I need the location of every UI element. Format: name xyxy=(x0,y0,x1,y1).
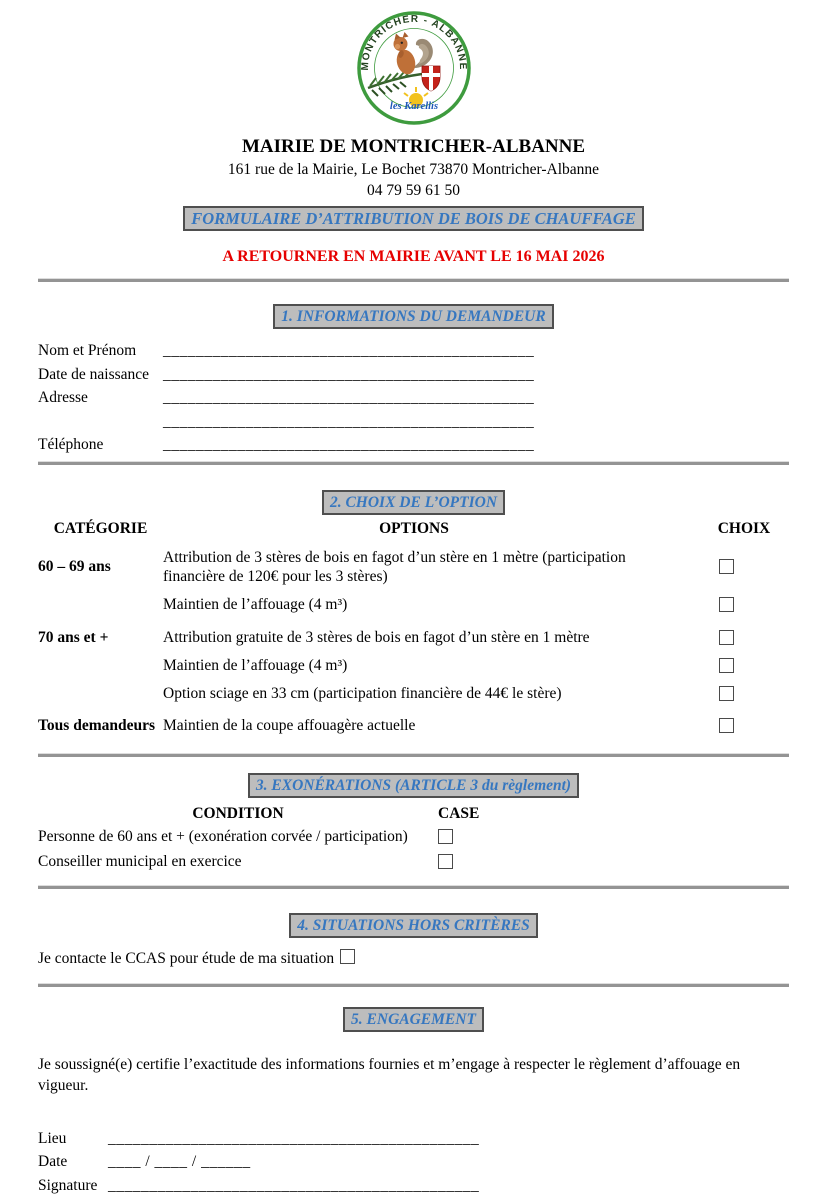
deadline-notice: A RETOURNER EN MAIRIE AVANT LE 16 MAI 2026 xyxy=(38,246,789,268)
municipal-logo-icon xyxy=(356,10,472,126)
org-address: 161 rue de la Mairie, Le Bochet 73870 Montricher-Albanne xyxy=(38,159,789,180)
option-row xyxy=(38,628,789,647)
field-naissance xyxy=(38,363,789,387)
column-header-categorie: CATÉGORIE xyxy=(38,518,163,539)
options-table-header xyxy=(38,518,789,539)
category-label: Tous demandeurs xyxy=(38,716,163,735)
option-label: Maintien de la coupe affouagère actuelle xyxy=(163,716,699,735)
date-input-line[interactable]: ____ / ____ / ______ xyxy=(108,1150,251,1174)
option-label: Maintien de l’affouage (4 m³) xyxy=(163,656,699,675)
exonerations-table-header xyxy=(38,803,789,824)
resort-name: les Karellis xyxy=(389,101,437,112)
field-nom xyxy=(38,339,789,363)
telephone-input-line[interactable]: _____________________________________________ xyxy=(163,433,534,457)
form-title: FORMULAIRE D’ATTRIBUTION DE BOIS DE CHAUFFAGE xyxy=(183,206,644,231)
engagement-statement: Je soussigné(e) certifie l’exactitude des informations fournies et m’engage à respecter le règlement d’affouage en vigueur. xyxy=(38,1054,789,1097)
divider xyxy=(38,984,789,987)
checkbox-option-6[interactable] xyxy=(719,718,734,733)
checkbox-option-3[interactable] xyxy=(719,630,734,645)
adresse-input-line[interactable]: _____________________________________________ xyxy=(163,386,534,410)
column-header-case: CASE xyxy=(438,803,498,824)
field-label-lieu: Lieu xyxy=(38,1127,108,1151)
section2-title: 2. CHOIX DE L’OPTION xyxy=(322,490,505,515)
checkbox-option-5[interactable] xyxy=(719,686,734,701)
divider xyxy=(38,279,789,282)
divider xyxy=(38,754,789,757)
section3-title: 3. EXONÉRATIONS (ARTICLE 3 du règlement) xyxy=(248,773,579,798)
checkbox-exoneration-2[interactable] xyxy=(438,854,453,869)
condition-label: Personne de 60 ans et + (exonération corvée / participation) xyxy=(38,824,438,850)
option-row xyxy=(38,595,789,614)
column-header-options: OPTIONS xyxy=(163,518,699,539)
lieu-input-line[interactable]: _____________________________________________ xyxy=(108,1127,479,1151)
checkbox-exoneration-1[interactable] xyxy=(438,829,453,844)
nom-input-line[interactable]: _____________________________________________ xyxy=(163,339,534,363)
option-row xyxy=(38,684,789,703)
field-label-telephone: Téléphone xyxy=(38,433,163,457)
section5-title: 5. ENGAGEMENT xyxy=(343,1007,484,1032)
ccas-row xyxy=(38,948,789,969)
field-adresse-2 xyxy=(38,410,789,434)
field-label-nom: Nom et Prénom xyxy=(38,339,163,363)
field-label-adresse: Adresse xyxy=(38,386,163,410)
signature-input-line[interactable]: _____________________________________________ xyxy=(108,1174,479,1197)
exoneration-row xyxy=(38,849,789,875)
field-telephone xyxy=(38,433,789,457)
logo xyxy=(38,10,789,128)
exoneration-row xyxy=(38,824,789,850)
option-row xyxy=(38,656,789,675)
option-row xyxy=(38,548,789,586)
option-label: Attribution gratuite de 3 stères de bois en fagot d’un stère en 1 mètre xyxy=(163,628,699,647)
adresse2-input-line[interactable]: _____________________________________________ xyxy=(163,410,534,434)
section4-title: 4. SITUATIONS HORS CRITÈRES xyxy=(289,913,538,938)
field-signature xyxy=(38,1174,789,1197)
field-lieu xyxy=(38,1127,789,1151)
divider xyxy=(38,462,789,465)
column-header-condition: CONDITION xyxy=(38,803,438,824)
field-label-naissance: Date de naissance xyxy=(38,363,163,387)
option-label: Attribution de 3 stères de bois en fagot d’un stère en 1 mètre (participation financière de 120€ pour les 3 stères) xyxy=(163,548,699,586)
checkbox-option-1[interactable] xyxy=(719,559,734,574)
option-label: Maintien de l’affouage (4 m³) xyxy=(163,595,699,614)
checkbox-ccas[interactable] xyxy=(340,949,355,964)
field-date xyxy=(38,1150,789,1174)
ring-text: MONTRICHER - ALBANNE xyxy=(359,14,467,71)
option-label: Option sciage en 33 cm (participation financière de 44€ le stère) xyxy=(163,684,699,703)
org-phone: 04 79 59 61 50 xyxy=(38,180,789,201)
field-adresse xyxy=(38,386,789,410)
checkbox-option-2[interactable] xyxy=(719,597,734,612)
category-label: 70 ans et + xyxy=(38,628,163,647)
column-header-choix: CHOIX xyxy=(699,518,789,539)
field-label-signature: Signature xyxy=(38,1174,108,1197)
section1-title: 1. INFORMATIONS DU DEMANDEUR xyxy=(273,304,553,329)
divider xyxy=(38,886,789,889)
ccas-statement: Je contacte le CCAS pour étude de ma situation xyxy=(38,950,334,967)
category-label: 60 – 69 ans xyxy=(38,557,163,576)
field-label-blank xyxy=(38,410,163,434)
field-label-date: Date xyxy=(38,1150,108,1174)
checkbox-option-4[interactable] xyxy=(719,658,734,673)
naissance-input-line[interactable]: _____________________________________________ xyxy=(163,363,534,387)
condition-label: Conseiller municipal en exercice xyxy=(38,849,438,875)
org-name: MAIRIE DE MONTRICHER-ALBANNE xyxy=(38,135,789,159)
option-row xyxy=(38,716,789,735)
